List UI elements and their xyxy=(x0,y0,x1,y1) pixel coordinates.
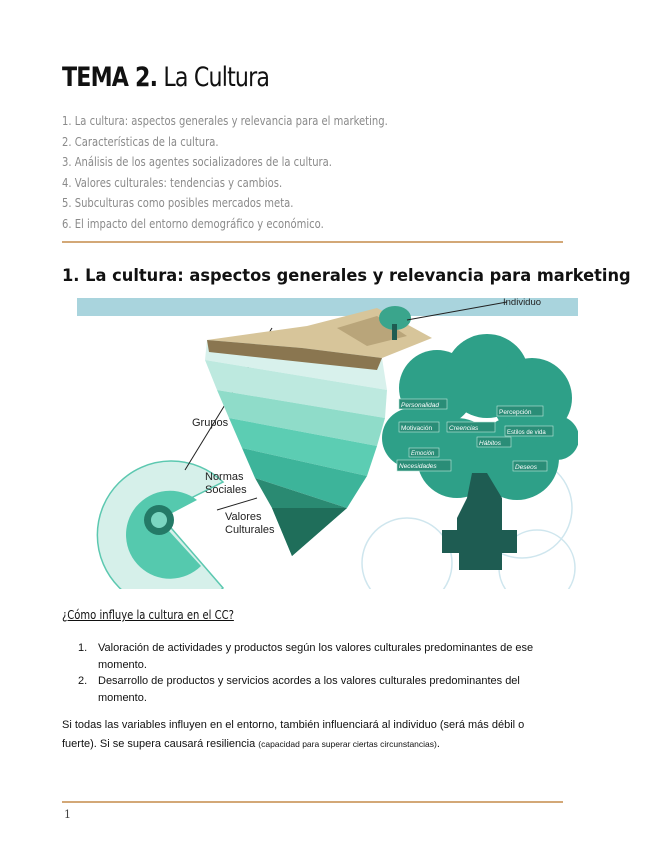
toc-item: 3. Análisis de los agentes socializadores de la cultura. xyxy=(62,154,332,170)
toc-item: 2. Características de la cultura. xyxy=(62,133,219,149)
tree-label: Estilos de vida xyxy=(507,430,546,436)
label-valores: Valores xyxy=(225,511,262,523)
tree-label: Personalidad xyxy=(401,402,439,409)
toc-item: 4. Valores culturales: tendencias y cambios. xyxy=(62,174,283,190)
divider-bottom xyxy=(62,801,563,803)
toc-item: 1. La cultura: aspectos generales y relevancia para el marketing. xyxy=(62,113,388,128)
list-item xyxy=(78,673,558,706)
list-text: Valoración de actividades y productos según los valores culturales predominantes de ese momento. xyxy=(98,642,534,671)
tree-label: Creencias xyxy=(449,425,479,432)
list-number: 1. xyxy=(78,642,88,654)
toc-item: 5. Subculturas como posibles mercados meta. xyxy=(62,195,294,211)
page-title xyxy=(62,62,269,93)
table-of-contents xyxy=(62,111,469,235)
paragraph-small: (capacidad para superar ciertas circunstancias) xyxy=(258,739,437,749)
tree-label: Motivación xyxy=(401,425,433,432)
section-heading: 1. La cultura: aspectos generales y relevancia para marketing xyxy=(62,266,631,285)
culture-illustration xyxy=(77,298,578,589)
paragraph-main: Si todas las variables influyen en el entorno, también influenciará al individuo (será más débil o fuerte). Si se supera causará resiliencia xyxy=(62,719,525,750)
toc-item: 6. El impacto del entorno demográfico y económico. xyxy=(62,215,324,231)
label-grupos: Grupos xyxy=(192,417,229,429)
divider-top xyxy=(62,241,563,243)
question-heading: ¿Cómo influye la cultura en el CC? xyxy=(62,607,234,622)
body-paragraph xyxy=(62,716,562,754)
label-culturales: Culturales xyxy=(225,524,275,536)
tree-label: Percepción xyxy=(499,409,532,416)
label-normas: Normas xyxy=(205,471,244,483)
label-individuo: Individuo xyxy=(503,298,542,308)
list-text: Desarrollo de productos y servicios acordes a los valores culturales predominantes del momento. xyxy=(98,675,520,704)
tree-label: Necesidades xyxy=(399,463,437,470)
tree-label: Deseos xyxy=(515,464,538,471)
list-number: 2. xyxy=(78,675,88,687)
paragraph-end: . xyxy=(436,738,440,750)
label-sociales: Sociales xyxy=(205,484,247,496)
list-item xyxy=(78,640,558,673)
title-number: TEMA 2. xyxy=(62,62,158,93)
title-text: La Cultura xyxy=(157,62,270,93)
page-number: 1 xyxy=(64,808,71,821)
tree-label: Hábitos xyxy=(479,440,502,447)
culture-layers-figure xyxy=(77,298,578,589)
tree-label: Emoción xyxy=(411,451,435,457)
influence-list xyxy=(78,640,558,706)
